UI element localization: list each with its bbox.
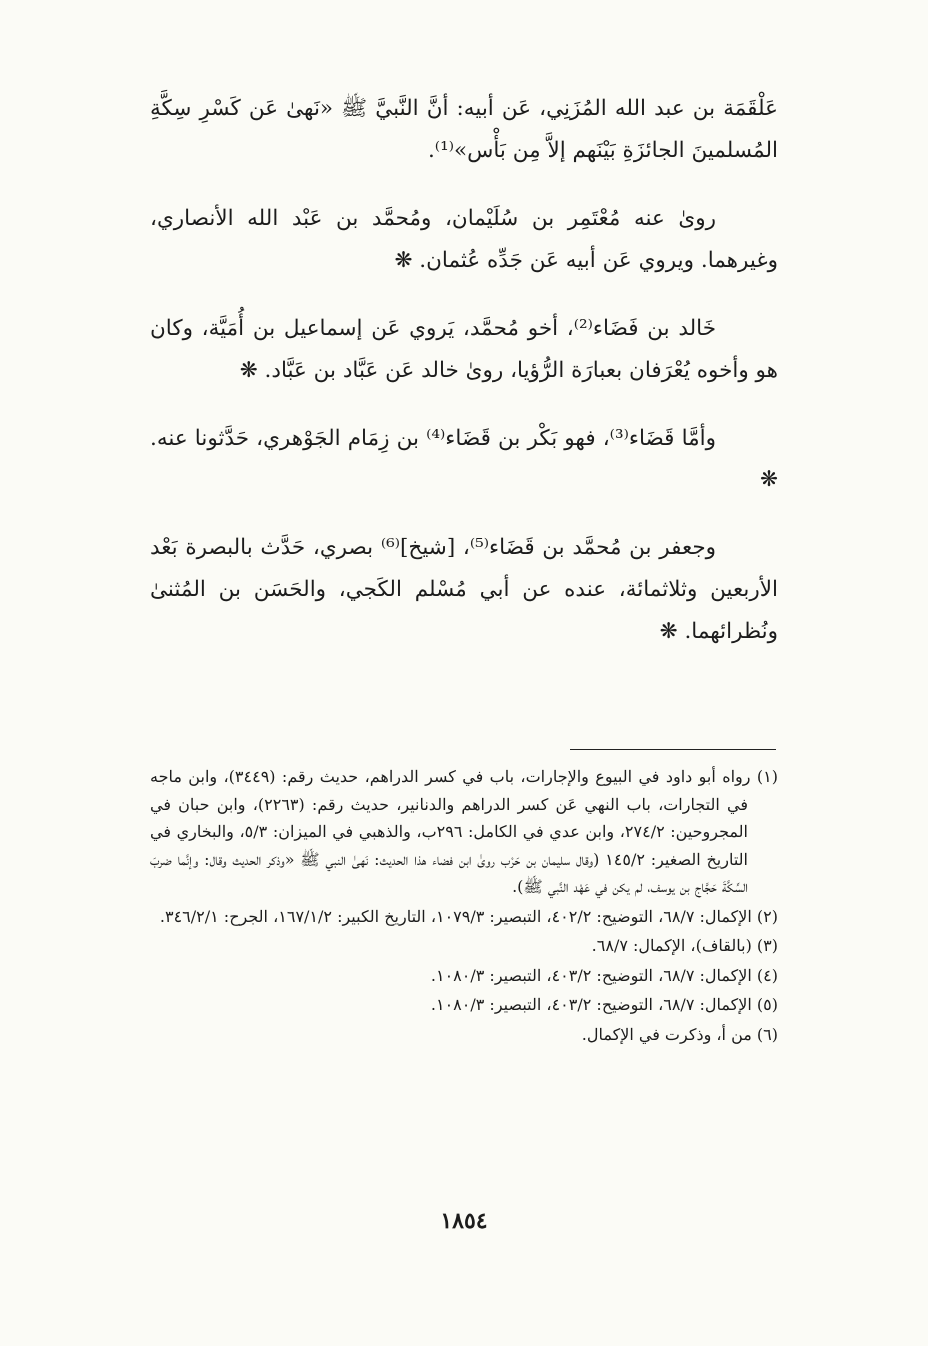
paragraph-narrators: روىٰ عنه مُعْتَمِر بن سُلَيْمان، ومُحمَّد بن عَبْد الله الأنصاري، وغيرهما. ويروي عَن أبيه عَن جَدِّه عُثمان. ❋ (150, 205, 778, 273)
main-text (150, 88, 778, 679)
page-number: ١٨٥٤ (440, 1208, 488, 1234)
footnotes (150, 763, 778, 1050)
paragraph-jafar: وجعفر بن مُحمَّد بن قَضَاء⁽⁵⁾، [شيخ]⁽⁶⁾ بصري، حَدَّث بالبصرة بَعْد الأربعين وثلاثمائة، عنده عن أبي مُسْلم الكَجي، والحَسَن بن المُثنىٰ ونُظرائهما. ❋ (150, 535, 778, 645)
paragraph-alqama: عَلْقَمَة بن عبد الله المُزَنِي، عَن أبيه: أنَّ النَّبيَّ ﷺ «نَهىٰ عَن كَسْرِ سِكَّةِ المُسلمينَ الجائزَةِ بَيْنَهم إلاَّ مِن بَأْس»⁽¹⁾. (150, 96, 778, 163)
paragraph-khalid: خَالد بن فَضَاء⁽²⁾، أخو مُحمَّد، يَروي عَن إسماعيل بن أُمَيَّة، وكان هو وأخوه يُعْرَفان بعبارَة الرُّؤيا، روىٰ خالد عَن عَبَّاد بن عَبَّاد. ❋ (150, 315, 778, 383)
footnote-3: (٣) (بالقاف)، الإكمال: ٦٨/٧. (591, 936, 778, 956)
footnote-2: (٢) الإكمال: ٦٨/٧، التوضيح: ٤٠٢/٢، التبصير: ١٠٧٩/٣، التاريخ الكبير: ١٦٧/١/٢، الجرح: ٣٤٦/٢/١. (159, 906, 778, 926)
footnote-separator (570, 749, 776, 750)
footnote-1: (١) رواه أبو داود في البيوع والإجارات، باب في كسر الدراهم، حديث رقم: (٣٤٤٩)، وابن ماجه في التجارات، باب النهي عَن كسر الدراهم والدنانير، حديث رقم: (٢٢٦٣)، وابن حبان في المجروحين: ٢٧٤/٢، وابن عدي في الكامل: ٢٩٦ب، والذهبي في الميزان: ٥/٣، والبخاري في التاريخ الصغير: ١٤٥/٢ (وقال سليمان بن حَرْب روىٰ ابن فضاء هذا الحديث: نَهىٰ النبي ﷺ «وذكر الحديث وقال: وإنَّما ضربَ السِّكَّةَ حَجَّاج بن يوسف، لم يكن في عَهْد النَّبي ﷺ). (150, 767, 778, 897)
paragraph-qada: وأمَّا قَضَاء⁽³⁾، فهو بَكْر بن قَضَاء⁽⁴⁾ بن زِمَام الجَوْهري، حَدَّثونا عنه. ❋ (150, 425, 778, 493)
footnote-6: (٦) من أ، وذكرت في الإكمال. (581, 1024, 778, 1044)
footnote-4: (٤) الإكمال: ٦٨/٧، التوضيح: ٤٠٣/٢، التبصير: ١٠٨٠/٣. (430, 965, 778, 985)
footnote-5: (٥) الإكمال: ٦٨/٧، التوضيح: ٤٠٣/٢، التبصير: ١٠٨٠/٣. (430, 995, 778, 1015)
